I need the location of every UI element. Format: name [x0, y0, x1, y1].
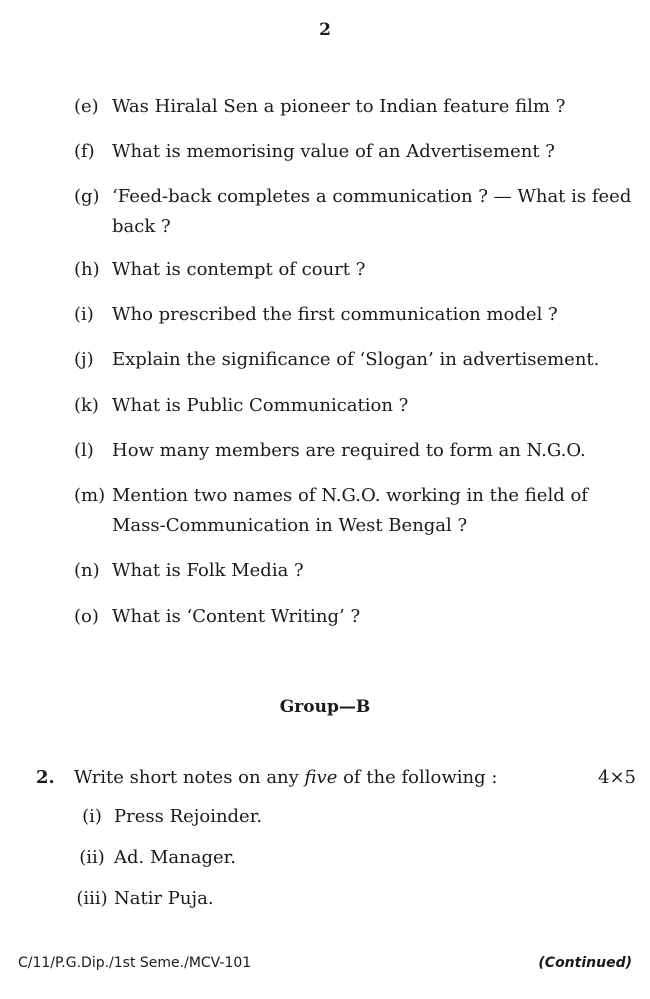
- sub-question-text: Natir Puja.: [114, 888, 214, 909]
- question-item: [74, 137, 644, 167]
- question-item: [74, 345, 644, 375]
- question-item: [74, 92, 644, 122]
- sub-question-label: (iii): [76, 888, 108, 909]
- question-label: (n): [74, 560, 100, 581]
- question-text: What is memorising value of an Advertisement ?: [112, 141, 555, 162]
- footer-continued: (Continued): [538, 955, 632, 971]
- sub-question-item: [70, 843, 236, 873]
- question-text: What is contempt of court ?: [112, 259, 366, 280]
- question-label: (k): [74, 395, 99, 416]
- sub-question-text: Ad. Manager.: [114, 847, 236, 868]
- question-text: ‘Feed-back completes a communication ? — What is feed back ?: [112, 186, 632, 237]
- question-text: Mention two names of N.G.O. working in the field of Mass-Communication in West Bengal ?: [112, 485, 588, 536]
- question-item: [74, 182, 644, 242]
- question-text: What is ‘Content Writing’ ?: [112, 606, 361, 627]
- page-number: 2: [319, 20, 331, 40]
- question-label: (o): [74, 606, 99, 627]
- sub-question-label: (i): [82, 806, 102, 827]
- question-text: What is Folk Media ?: [112, 560, 304, 581]
- question-item: [74, 481, 644, 541]
- question-item: [74, 602, 644, 632]
- question-text: What is Public Communication ?: [112, 395, 409, 416]
- question-text: How many members are required to form an N.G.O.: [112, 440, 586, 461]
- question-label: (l): [74, 440, 94, 461]
- question-number: 2.: [36, 767, 55, 788]
- sub-question-text: Press Rejoinder.: [114, 806, 263, 827]
- question-text-part: Write short notes on any: [74, 767, 305, 788]
- question-text-emphasis: five: [304, 767, 338, 788]
- footer-course-code: C/11/P.G.Dip./1st Seme./MCV-101: [18, 955, 252, 971]
- question-item: [74, 255, 644, 285]
- question-text: Explain the significance of ‘Slogan’ in advertisement.: [112, 349, 600, 370]
- question-item: [74, 300, 644, 330]
- marks-label: 4×5: [598, 767, 636, 788]
- question-label: (j): [74, 349, 94, 370]
- sub-question-label: (ii): [79, 847, 105, 868]
- question-item: [74, 556, 644, 586]
- question-label: (m): [74, 485, 106, 506]
- question-item: [74, 391, 644, 421]
- sub-question-item: [70, 884, 214, 914]
- question-text: [74, 763, 576, 793]
- question-label: (i): [74, 304, 94, 325]
- question-label: (g): [74, 186, 100, 207]
- group-title: Group—B: [279, 697, 371, 717]
- question-item: [74, 436, 644, 466]
- question-text: Was Hiralal Sen a pioneer to Indian feature film ?: [112, 96, 566, 117]
- question-2: [36, 763, 636, 793]
- question-text-part: of the following :: [337, 767, 498, 788]
- question-label: (e): [74, 96, 99, 117]
- question-label: (f): [74, 141, 95, 162]
- sub-question-item: [70, 802, 262, 832]
- question-text: Who prescribed the first communication model ?: [112, 304, 558, 325]
- question-label: (h): [74, 259, 100, 280]
